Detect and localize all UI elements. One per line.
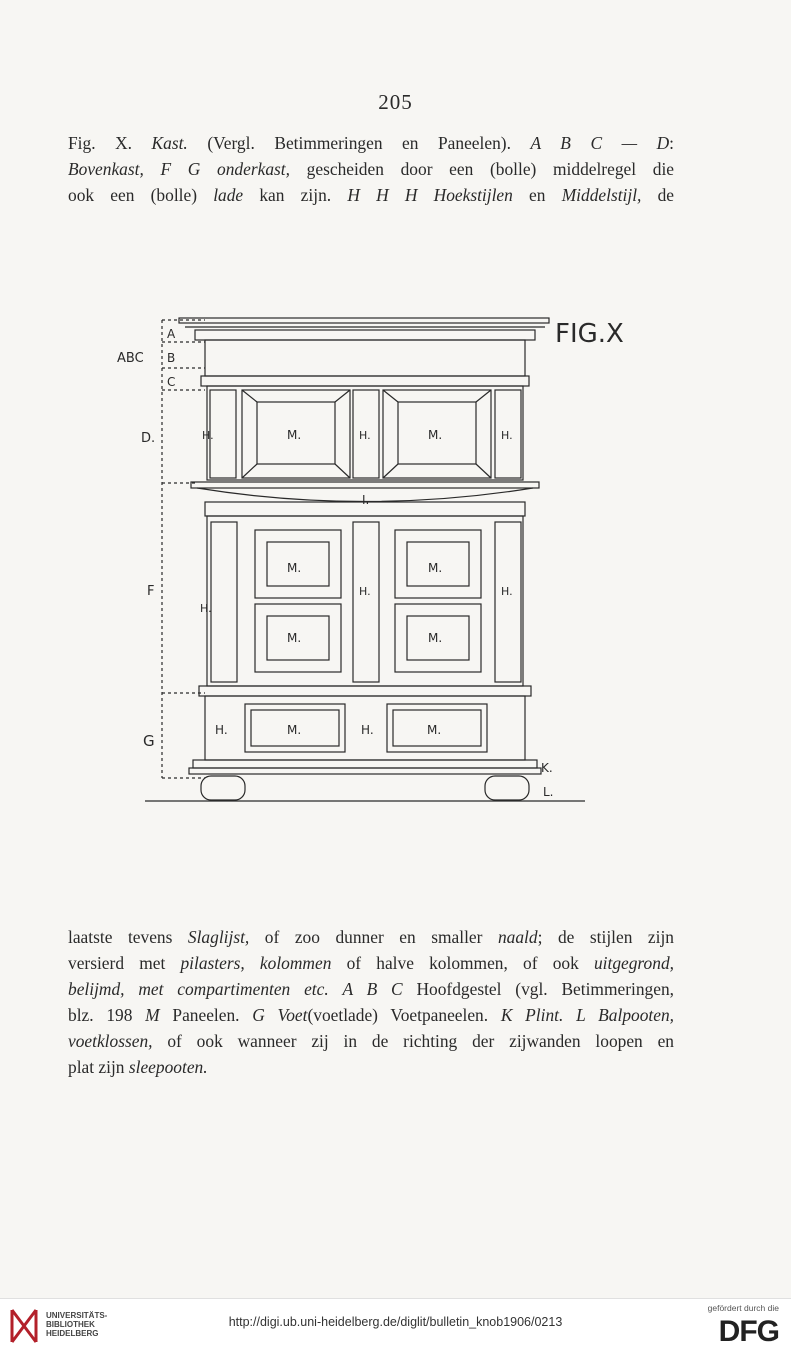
label-d: D.: [141, 431, 156, 446]
label-m: M.: [428, 561, 443, 575]
label-m: M.: [287, 561, 302, 575]
label-g: G: [143, 732, 155, 750]
page-number: 205: [378, 90, 413, 114]
label-k: K.: [541, 761, 553, 775]
label-a: A: [167, 327, 176, 341]
label-h: H.: [359, 585, 371, 598]
label-h: H.: [215, 723, 228, 737]
label-l: L.: [543, 785, 554, 799]
dfg-caption: gefördert durch die: [707, 1303, 779, 1313]
text-line: voetklossen, of ook wanneer zij in de richting der zijwanden loopen en: [68, 1031, 674, 1051]
text-line: Fig. X. Kast. (Vergl. Betimmeringen en Paneelen). A B C — D:: [68, 133, 674, 153]
text-line: laatste tevens Slaglijst, of zoo dunner en smaller naald; de stijlen zijn: [68, 927, 674, 947]
label-h: H.: [202, 429, 214, 442]
label-h: H.: [501, 429, 513, 442]
label-m: M.: [428, 631, 443, 645]
label-f: F: [147, 584, 155, 599]
label-m: M.: [427, 723, 442, 737]
label-h: H.: [359, 429, 371, 442]
label-m: M.: [287, 428, 302, 442]
label-i: I.: [362, 493, 370, 507]
university-name[interactable]: UNIVERSITÄTS- BIBLIOTHEK HEIDELBERG: [46, 1311, 108, 1338]
text-line: plat zijn sleepooten.: [68, 1057, 208, 1077]
label-h: H.: [501, 585, 513, 598]
label-abc: ABC: [117, 351, 144, 366]
paragraph-intro: [68, 130, 674, 208]
paragraph-continued: [68, 924, 674, 1080]
text-line: versierd met pilasters, kolommen of halve kolommen, of ook uitgegrond,: [68, 953, 674, 973]
text-line: Bovenkast, F G onderkast, gescheiden door een (bolle) middelregel die: [68, 159, 674, 179]
text-line: blz. 198 M Paneelen. G Voet(voetlade) Voetpaneelen. K Plint. L Balpooten,: [68, 1005, 674, 1025]
text-line: belijmd, met compartimenten etc. A B C Hoofdgestel (vgl. Betimmeringen,: [68, 979, 674, 999]
cabinet-figure: [105, 290, 665, 810]
label-c: C: [167, 375, 176, 389]
label-m: M.: [428, 428, 443, 442]
dfg-logo[interactable]: DFG: [718, 1315, 779, 1348]
permalink-url[interactable]: http://digi.ub.uni-heidelberg.de/diglit/bulletin_knob1906/0213: [228, 1315, 563, 1329]
figure-title: FIG.X: [555, 319, 624, 349]
label-h: H.: [361, 723, 374, 737]
label-b: B: [167, 351, 176, 365]
text-line: ook een (bolle) lade kan zijn. H H H Hoekstijlen en Middelstijl, de: [68, 185, 674, 205]
label-h: H.: [200, 602, 212, 615]
label-m: M.: [287, 631, 302, 645]
label-m: M.: [287, 723, 302, 737]
